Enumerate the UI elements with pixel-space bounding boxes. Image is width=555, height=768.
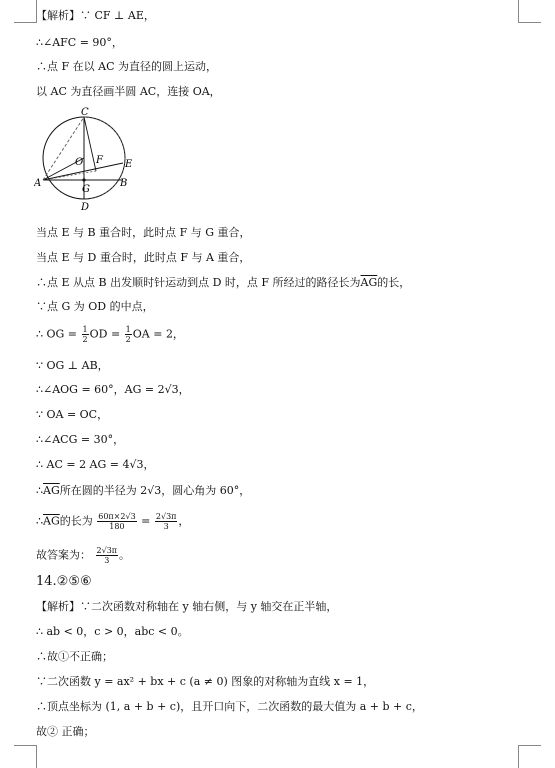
semicircle-AC <box>84 117 128 199</box>
question-number: 14.②⑤⑥ <box>36 574 92 589</box>
solution-line: ∴ ab < 0，c > 0，abc < 0。 <box>36 625 189 638</box>
solution-line: ∵点 G 为 OD 的中点， <box>36 300 154 313</box>
point-G <box>82 178 85 181</box>
solution-line: ∴故①不正确； <box>36 650 113 663</box>
solution-line: 当点 E 与 B 重合时，此时点 F 与 G 重合， <box>36 226 251 239</box>
label-O: O <box>75 157 84 168</box>
solution-line: 故② 正确； <box>36 725 95 738</box>
label-C: C <box>81 107 89 118</box>
label-B: B <box>120 178 128 189</box>
label-F: F <box>96 155 103 166</box>
label-D: D <box>81 202 90 213</box>
solution-line: ∴∠AOG = 60°，AG = 2√3， <box>36 383 190 396</box>
solution-line: ∴∠ACG = 30°， <box>36 433 125 446</box>
geometry-diagram <box>34 106 144 218</box>
solution-line: ∴ OG = $\frac{1}{2}$ OD = $\frac{1}{2}$ OA = 2， <box>36 325 184 344</box>
solution-line: ∴点 F 在以 AC 为直径的圆上运动， <box>36 60 217 73</box>
solution-line: $\therefore\overline{AG}$的长为 $\frac{60\pi\times 2√3}{180}$ = $\frac{2√3\pi}{3}$ ， <box>36 512 190 531</box>
solution-line: ∵ OA = OC， <box>36 408 109 421</box>
solution-line: ∴点 E 从点 B 出发顺时针运动到点 D 时，点 F 所经过的路径长为$\overline{AG}$的长， <box>36 276 411 289</box>
page-corner-mark <box>14 745 37 768</box>
label-A: A <box>34 178 42 189</box>
solution-line: ∴∠AFC = 90°， <box>36 36 123 49</box>
solution-line: 以 AC 为直径画半圆 AC，连接 OA， <box>36 85 221 98</box>
label-G: G <box>82 184 90 195</box>
solution-line: ∴ AC = 2 AG = 4√3， <box>36 458 155 471</box>
solution-line: $\therefore\overline{AG}$所在圆的半径为 2√3，圆心角为 60°， <box>36 484 251 497</box>
page-corner-mark <box>518 0 541 23</box>
solution-line: 【解析】∵二次函数对称轴在 y 轴右侧，与 y 轴交在正半轴， <box>36 600 338 613</box>
segment-CF <box>84 117 96 171</box>
solution-line: 【解析】∵ CF ⊥ AE， <box>36 9 155 22</box>
solution-line: ∵ OG ⊥ AB， <box>36 359 109 372</box>
label-E: E <box>125 159 133 170</box>
solution-line: ∵二次函数 y = ax² + bx + c (a ≠ 0) 图象的对称轴为直线 x = 1， <box>36 675 375 688</box>
page-corner-mark <box>518 745 541 768</box>
page-corner-mark <box>14 0 37 23</box>
segment-AC <box>43 117 84 180</box>
answer-line: 故答案为： $\frac{2√3\pi}{3}$ 。 <box>36 546 131 565</box>
solution-line: 当点 E 与 D 重合时，此时点 F 与 A 重合， <box>36 251 251 264</box>
solution-line: ∴顶点坐标为 (1, a + b + c)，且开口向下，二次函数的最大值为 a + b + c， <box>36 700 423 713</box>
